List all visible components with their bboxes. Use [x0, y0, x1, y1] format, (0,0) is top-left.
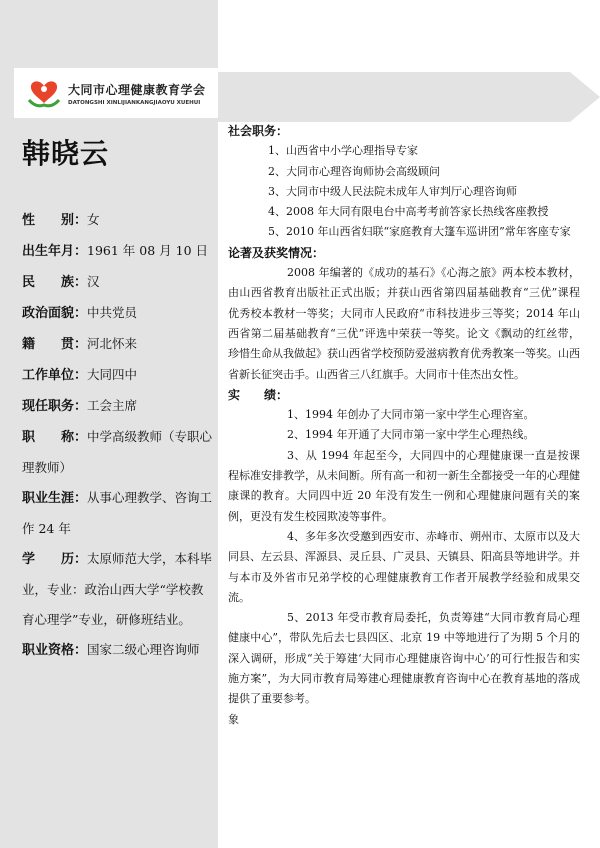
field-label: 籍 贯：: [22, 337, 88, 352]
field-value: 中共党员: [87, 305, 138, 320]
field-career: [22, 483, 214, 544]
section-heading-achievements: 实 绩：: [228, 387, 289, 402]
field-value: 河北怀来: [87, 336, 138, 351]
list-item: 3、大同市中级人民法院未成年人审判厅心理咨询师: [268, 184, 517, 198]
field-label: 出生年月：: [22, 244, 88, 259]
trailing-character: 象: [228, 712, 239, 726]
field-gender: [22, 205, 214, 236]
achievement-item: 5、2013 年受市教育局委托，负责筹建“大同市教育局心理健康中心”，带队先后去七县四区、北京 19 中等地进行了为期 5 个月的深入调研，形成“关于筹建‘大同市心理健康咨询中心’的可行性报告和实施方案”，为大同市教育局筹建心理健康教育咨询中心在教育基地的落成提供了重要参考。: [228, 611, 580, 706]
profile-list: [22, 205, 214, 666]
field-label: 学 历：: [22, 552, 88, 567]
achievement-item: 2、1994 年开通了大同市第一家中学生心理热线。: [287, 428, 535, 442]
field-ethnicity: [22, 267, 214, 298]
field-value: 工会主席: [87, 398, 138, 413]
field-label: 职业资格：: [22, 643, 88, 658]
field-political: [22, 298, 214, 329]
field-label: 工作单位：: [22, 368, 88, 383]
main-content: [228, 121, 580, 730]
field-title: [22, 422, 214, 483]
field-education: [22, 544, 214, 635]
field-position: [22, 391, 214, 422]
heart-hands-logo-icon: [26, 78, 62, 108]
field-label: 职业生涯：: [22, 491, 88, 506]
field-value: 女: [87, 212, 100, 227]
field-label: 现任职务：: [22, 399, 88, 414]
field-value: 从事心理教学、咨询工作 24 年: [22, 490, 213, 536]
field-employer: [22, 360, 214, 391]
field-birth: [22, 236, 214, 267]
organization-name-pinyin: DATONGSHI XINLIJIANKANGJIAOYU XUEHUI: [68, 99, 201, 106]
list-item: 4、2008 年大同有限电台中高考考前答家长热线客座教授: [268, 205, 549, 219]
field-label: 性 别：: [22, 213, 88, 228]
field-label: 职 称：: [22, 430, 88, 445]
works-paragraph: 2008 年编著的《成功的基石》《心海之旅》两本校本教材，由山西省教育出版社正式出版；并获山西省第四届基础教育“三优”课程优秀校本教材一等奖；大同市人民政府“市科技进步三等奖；2014 年山西省第二届基础教育“三优”评选中荣获一等奖。论文《飘动的红丝带，珍惜生命从我做起》获山西省学校预防爱滋病教育优秀教案一等奖。山西省新长征突击手。山西省三八红旗手。大同市十佳杰出女性。: [228, 266, 580, 381]
header-banner-arrow: [218, 72, 600, 122]
field-value: 汉: [87, 274, 100, 289]
field-value: 太原师范大学，本科毕业，专业：政治山西大学“学校教育心理学”专业，研修班结业。: [22, 551, 213, 627]
list-item: 2、大同市心理咨询师协会高级顾问: [268, 164, 440, 178]
field-value: 国家二级心理咨询师: [87, 642, 200, 657]
achievement-item: 3、从 1994 年起至今，大同四中的心理健康课一直是按课程标准安排教学，从未间断。所有高一和初一新生全都接受一年的心理健康课的教育。大同四中近 20 年没有发生一例和心理健康问题有关的案例，更没有发生校园欺凌等事件。: [228, 448, 580, 523]
organization-logo: [14, 68, 218, 118]
field-value: 1961 年 08 月 10 日: [87, 243, 209, 258]
list-item: 5、2010 年山西省妇联“家庭教育大篷车巡讲团”常年客座专家: [268, 225, 571, 239]
person-name: 韩晓云: [22, 137, 110, 170]
list-item: 1、山西省中小学心理指导专家: [268, 144, 418, 158]
achievement-item: 1、1994 年创办了大同市第一家中学生心理咨室。: [287, 408, 535, 422]
section-heading-social: 社会职务：: [228, 124, 289, 138]
field-hometown: [22, 329, 214, 360]
field-label: 民 族：: [22, 275, 88, 290]
achievement-item: 4、多年多次受邀到西安市、赤峰市、朔州市、太原市以及大同县、左云县、浑源县、灵丘县、广灵县、天镇县、阳高县等地讲学。并与本市及外省市兄弟学校的心理健康教育工作者开展教学经验和成果交流。: [228, 529, 580, 604]
field-qualification: [22, 635, 214, 666]
field-value: 中学高级教师（专职心理教师）: [22, 429, 213, 475]
organization-name: 大同市心理健康教育学会: [68, 82, 206, 97]
field-value: 大同四中: [87, 367, 138, 382]
field-label: 政治面貌：: [22, 306, 88, 321]
section-heading-works: 论著及获奖情况：: [228, 245, 325, 260]
